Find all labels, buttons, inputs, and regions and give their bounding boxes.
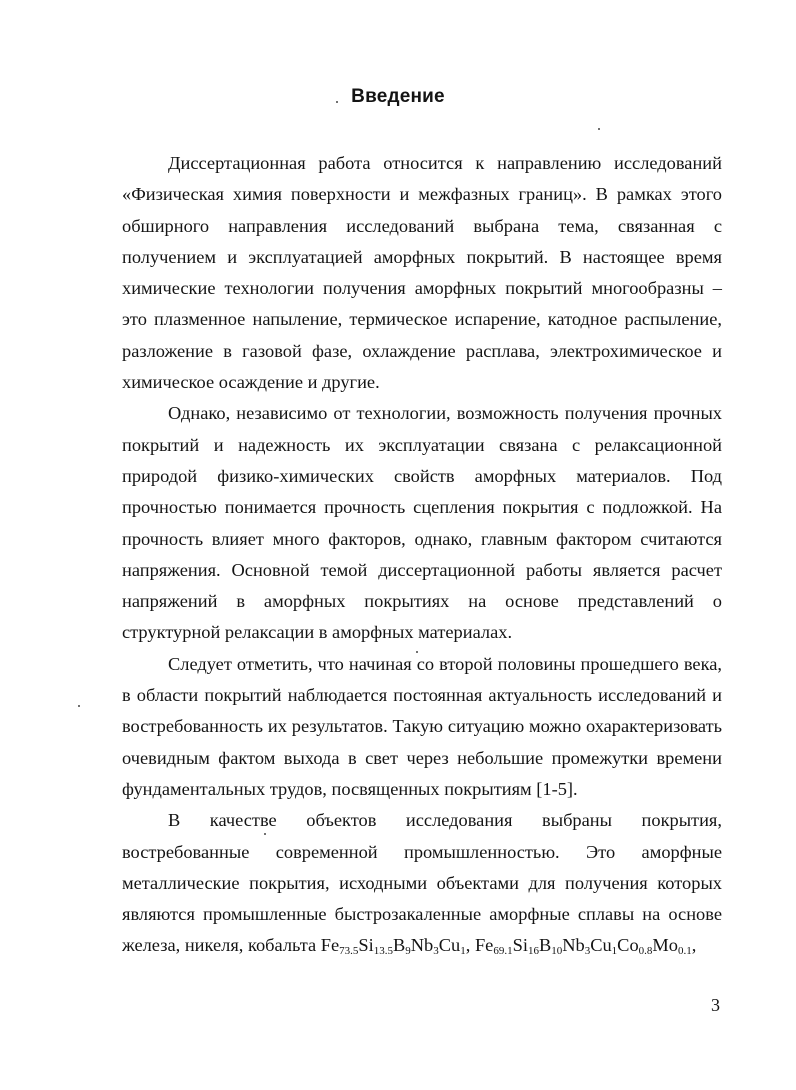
paragraph-2: Однако, независимо от технологии, возможность получения прочных покрытий и надежность их эксплуатации связана с релаксационной природой физико-химических свойств аморфных материалов. Под прочностью понимается прочность сцепления покрытия с подложкой. На прочность влияет много факторов, однако, главным фактором считаются напряжения. Основной темой диссертационной работы является расчет напряжений в аморфных покрытиях на основе представлений о структурной релаксации в аморфных материалах. (122, 403, 722, 643)
formula-element: Fe (320, 935, 340, 956)
formula-element: Cu (438, 935, 461, 956)
formula-trailing: , (691, 935, 697, 956)
formula-subscript: 3 (584, 945, 591, 958)
formula-element: Co (617, 935, 639, 956)
formula-subscript: 3 (433, 945, 439, 958)
formula-subscript: 16 (527, 945, 539, 958)
scan-speck (336, 101, 338, 103)
paragraph-3: Следует отметить, что начиная со второй половины прошедшего века, в области покрытий наблюдается постоянная актуальность исследований и востребованность их результатов. Такую ситуацию можно охарактеризовать очевидным фактом выхода в свет через небольшие промежутки времени фундаментальных трудов, посвященных покрытиям [1-5]. (122, 653, 722, 799)
alloy-formula-2 (474, 935, 692, 958)
page-title: Введение (351, 86, 445, 107)
formula-subscript: 1 (611, 945, 618, 958)
scan-speck (416, 651, 418, 653)
formula-subscript: 9 (405, 945, 411, 958)
body-text (122, 148, 722, 962)
formula-element: Nb (410, 935, 434, 956)
formula-subscript: 73.5 (339, 945, 359, 958)
formula-subscript: 69.1 (493, 945, 513, 958)
formula-element: Si (358, 935, 374, 956)
formula-subscript: 10 (551, 945, 563, 958)
alloy-formula-1 (320, 935, 466, 958)
formula-element: Si (512, 935, 528, 956)
formula-subscript: 13.5 (373, 945, 393, 958)
formula-element: Fe (474, 935, 494, 956)
paragraph-4-text: В качестве объектов исследования выбраны покрытия, востребованные современной промышленностью. Это аморфные металлические покрытия, исходными объектами для получения которых являются промышленные быстрозакаленные аморфные сплавы на основе железа, никеля, кобальта (122, 810, 722, 956)
formula-subscript: 0.8 (638, 945, 653, 958)
paragraph-4 (122, 805, 722, 961)
scan-speck (264, 833, 266, 835)
formula-element: Mo (652, 935, 678, 956)
formula-separator: , (465, 935, 475, 956)
paragraph-1: Диссертационная работа относится к направлению исследований «Физическая химия поверхности и межфазных границ». В рамках этого обширного направления исследований выбрана тема, связанная с получением и эксплуатацией аморфных покрытий. В настоящее время химические технологии получения аморфных покрытий многообразны – это плазменное напыление, термическое испарение, катодное распыление, разложение в газовой фазе, охлаждение расплава, электрохимическое и химическое осаждение и другие. (122, 153, 722, 393)
formula-element: B (538, 935, 552, 956)
scan-speck (598, 128, 600, 130)
formula-element: Cu (590, 935, 612, 956)
formula-subscript: 1 (460, 945, 466, 958)
formula-element: B (393, 935, 406, 956)
formula-element: Nb (562, 935, 585, 956)
page-number: 3 (711, 995, 720, 1015)
formula-subscript: 0.1 (677, 945, 692, 958)
scan-speck (78, 705, 80, 707)
